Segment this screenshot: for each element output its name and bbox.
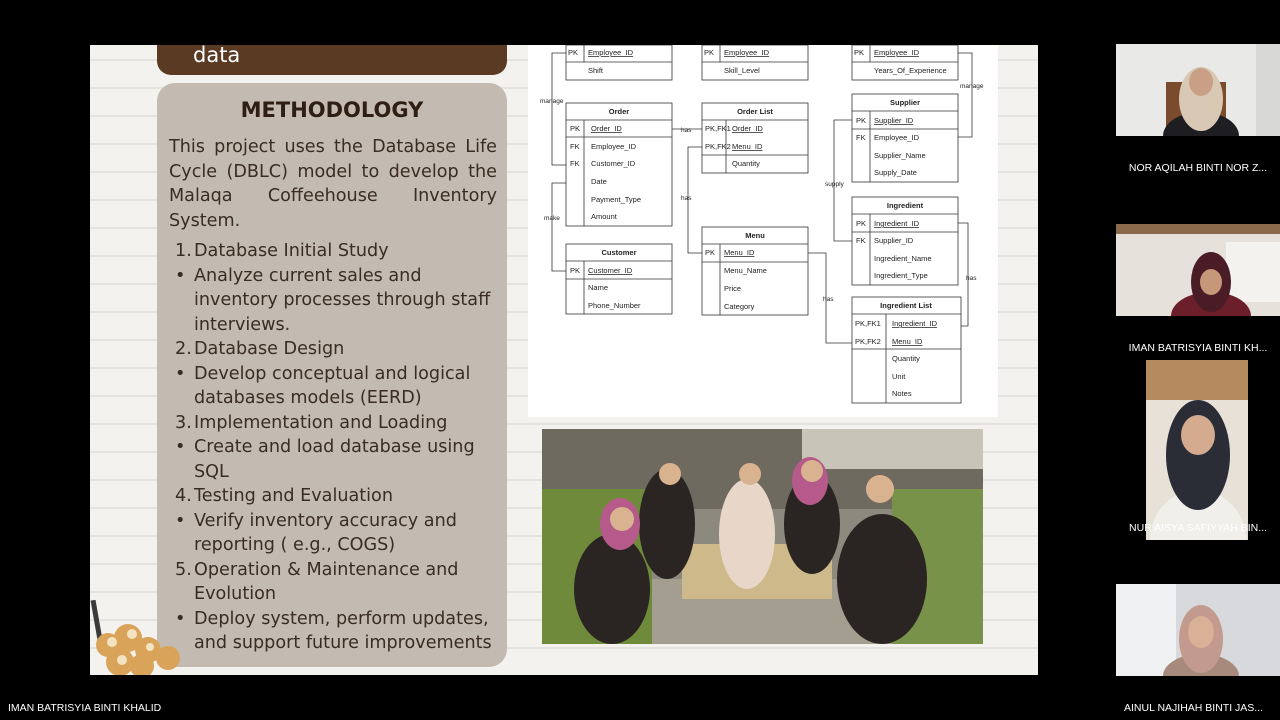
erd-rel-has: has <box>966 275 977 282</box>
erd-ingredientlist-title: Ingredient List <box>880 301 932 310</box>
step-text: Testing and Evaluation <box>194 486 393 506</box>
step-marker: • <box>175 437 186 457</box>
erd-attr: Name <box>588 283 609 292</box>
erd-attr: Menu_Name <box>724 266 767 275</box>
step-text: Database Initial Study <box>194 241 389 261</box>
erd-key: Employee_ID <box>724 48 770 57</box>
participant-name: NUR AISYA SAFIYYAH BIN... <box>1129 522 1267 534</box>
erd-attr: Employee_ID <box>591 142 637 151</box>
erd-key: Employee_ID <box>874 48 920 57</box>
step-text: Analyze current sales and inventory processes through staff interviews. <box>194 265 491 335</box>
erd-attr: Phone_Number <box>588 301 641 310</box>
erd-key: Supplier_ID <box>874 116 914 125</box>
erd-attr: Skill_Level <box>724 66 760 75</box>
step-text: Deploy system, perform updates, and support future improvements <box>194 608 492 653</box>
erd-pk: PK <box>705 248 716 257</box>
erd-pk: PK,FK1 <box>855 319 881 328</box>
step-marker: 3. <box>175 412 192 433</box>
erd-attr: Date <box>591 177 607 186</box>
erd-pk: PK <box>854 48 865 57</box>
erd-key: Ingredient_ID <box>874 219 920 228</box>
step-marker: 4. <box>175 486 192 506</box>
erd-attr: Amount <box>591 212 617 221</box>
step-item <box>175 337 505 362</box>
erd-attr: Quantity <box>732 159 760 168</box>
group-photo <box>542 429 983 644</box>
methodology-title: METHODOLOGY <box>240 98 424 122</box>
step-marker: • <box>175 510 186 531</box>
erd-key: Menu_ID <box>892 337 923 346</box>
participant-video-3[interactable] <box>1146 360 1248 540</box>
step-item <box>175 558 505 607</box>
erd-pk: PK <box>704 48 715 57</box>
step-item <box>175 239 505 264</box>
erd-fk: FK <box>856 236 866 245</box>
erd-supplier-title: Supplier <box>889 98 921 107</box>
erd-attr: Employee_ID <box>874 133 920 142</box>
intro-line: Malaqa Coffeehouse Inventory <box>169 186 497 206</box>
erd-pk: PK <box>856 116 867 125</box>
data-banner <box>157 45 507 75</box>
step-item <box>175 264 505 338</box>
erd-pk: PK <box>570 266 581 275</box>
erd-attr: Notes <box>892 389 912 398</box>
erd-fk: FK <box>856 133 866 142</box>
erd-attr: Customer_ID <box>591 159 636 168</box>
erd-rel-make: make <box>544 215 560 222</box>
intro-line: Cycle (DBLC) model to develop the <box>169 161 497 182</box>
erd-customer-title: Customer <box>601 248 637 257</box>
participant-name: AINUL NAJIHAH BINTI JAS... <box>1124 702 1264 714</box>
erd-rel-has: has <box>681 195 692 202</box>
erd-fk: FK <box>570 159 580 168</box>
erd-attr: Supplier_ID <box>874 236 914 245</box>
step-marker: • <box>175 265 186 286</box>
erd-attr: Quantity <box>892 354 920 363</box>
erd-attr: Ingredient_Type <box>874 271 928 280</box>
step-item <box>175 484 505 509</box>
step-item <box>175 362 505 411</box>
erd-key: Employee_ID <box>588 48 634 57</box>
eerd-diagram <box>528 45 998 417</box>
step-text: Database Design <box>194 339 345 359</box>
erd-attr: Price <box>724 284 742 293</box>
participant-video-2[interactable] <box>1116 224 1280 316</box>
erd-attr: Category <box>724 302 755 311</box>
methodology-intro <box>169 135 497 233</box>
step-marker: 1. <box>175 241 192 261</box>
erd-order-title: Order <box>608 107 630 116</box>
step-marker: • <box>175 363 186 384</box>
participant-name: IMAN BATRISYIA BINTI KH... <box>1128 342 1268 354</box>
active-speaker-name: IMAN BATRISYIA BINTI KHALID <box>8 702 162 714</box>
erd-attr: Unit <box>892 372 906 381</box>
erd-attr: Ingredient_Name <box>874 254 932 263</box>
participant-video-1[interactable] <box>1116 44 1280 136</box>
erd-rel-manage: manage <box>960 83 984 90</box>
erd-pk: PK <box>570 124 581 133</box>
erd-pk: PK <box>568 48 579 57</box>
intro-line: This project uses the Database Life <box>169 137 497 157</box>
erd-rel-supply: supply <box>825 181 844 188</box>
erd-key: Customer_ID <box>588 266 633 275</box>
step-item <box>175 509 505 558</box>
erd-key: Order_ID <box>732 124 763 133</box>
erd-fk: FK <box>570 142 580 151</box>
methodology-panel <box>157 83 507 667</box>
erd-menu-title: Menu <box>745 231 765 240</box>
erd-attr: Supplier_Name <box>874 151 926 160</box>
step-marker: • <box>175 608 186 629</box>
erd-pk: PK,FK1 <box>705 124 731 133</box>
erd-rel-manage: manage <box>540 98 564 105</box>
erd-attr: Years_Of_Experience <box>874 66 947 75</box>
erd-pk: PK,FK2 <box>705 142 731 151</box>
step-text: Operation & Maintenance and Evolution <box>194 559 459 604</box>
step-text: Create and load database using SQL <box>194 437 475 482</box>
presentation-slide <box>90 45 1038 675</box>
erd-rel-has: has <box>823 296 834 303</box>
erd-key: Ingredient_ID <box>892 319 938 328</box>
methodology-steps <box>175 239 505 656</box>
erd-orderlist-title: Order List <box>737 107 773 116</box>
banner-text: data <box>193 45 241 67</box>
erd-attr: Supply_Date <box>874 168 917 177</box>
step-text: Implementation and Loading <box>194 412 448 433</box>
erd-key: Menu_ID <box>732 142 763 151</box>
erd-key: Menu_ID <box>724 248 755 257</box>
erd-rel-has: has <box>681 127 692 134</box>
step-item <box>175 435 505 484</box>
erd-attr: Payment_Type <box>591 195 642 204</box>
erd-pk: PK <box>856 219 867 228</box>
step-text: Verify inventory accuracy and reporting ( e.g., COGS) <box>194 510 457 555</box>
participant-name: NOR AQILAH BINTI NOR Z... <box>1128 162 1268 174</box>
step-marker: 5. <box>175 559 192 580</box>
step-marker: 2. <box>175 339 192 359</box>
erd-attr: Shift <box>588 66 604 75</box>
erd-ingredient-title: Ingredient <box>886 201 924 210</box>
step-item <box>175 411 505 436</box>
erd-key: Order_ID <box>591 124 622 133</box>
step-item <box>175 607 505 656</box>
participant-video-4[interactable] <box>1116 584 1280 676</box>
popcorn-decoration <box>90 600 190 675</box>
intro-line: System. <box>169 210 241 231</box>
erd-pk: PK,FK2 <box>855 337 881 346</box>
step-text: Develop conceptual and logical databases models (EERD) <box>194 363 471 408</box>
